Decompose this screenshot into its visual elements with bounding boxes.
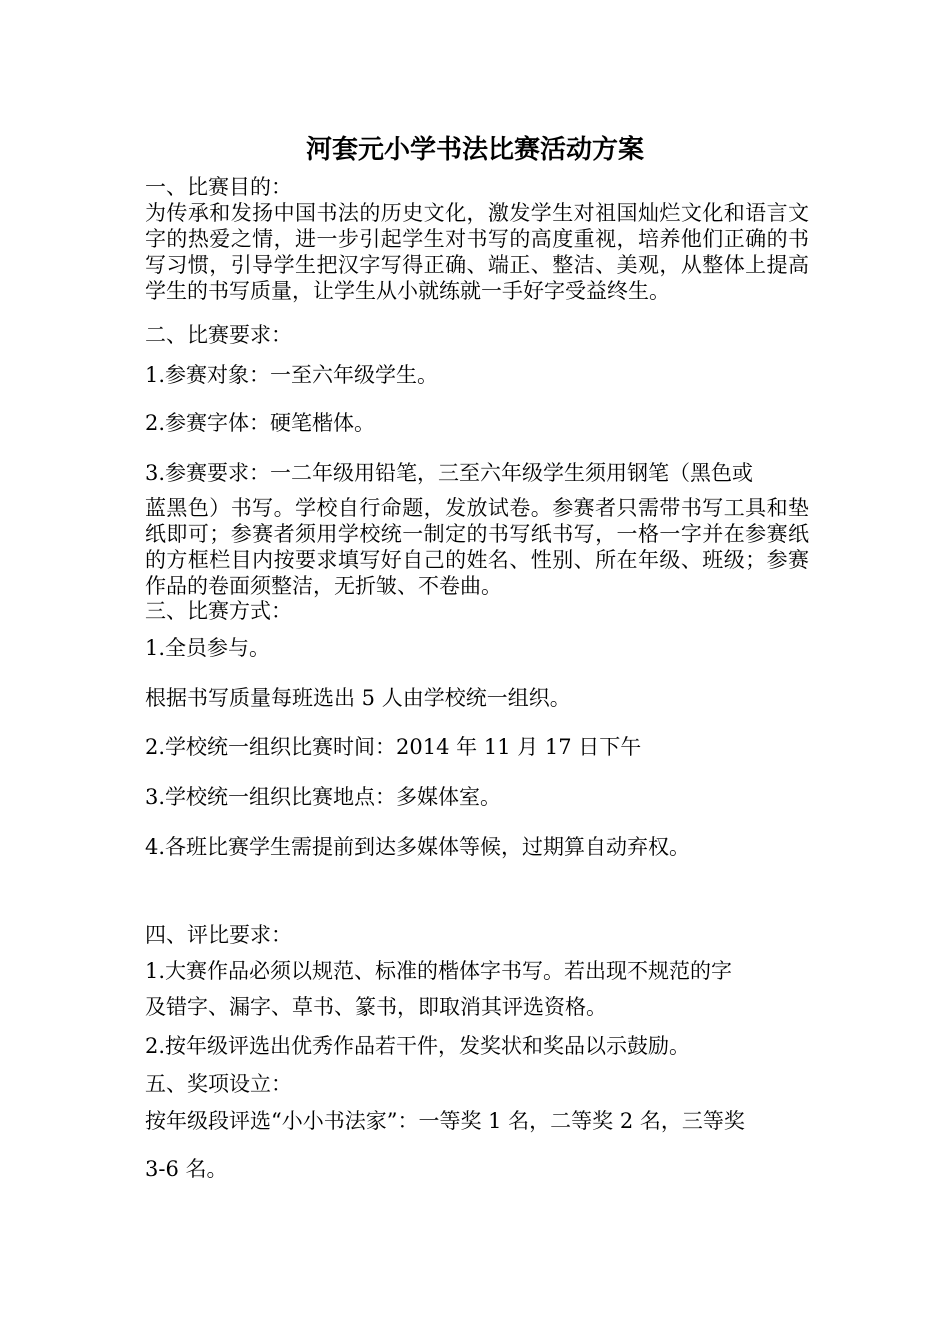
- judging-item-2: 2.按年级评选出优秀作品若干件，发奖状和奖品以示鼓励。: [145, 1034, 691, 1058]
- requirement-item-3-first-line: 3.参赛要求：一二年级用铅笔，三至六年级学生须用钢笔（黑色或: [145, 461, 754, 485]
- awards-line-second: 3-6 名。: [145, 1157, 228, 1181]
- section-heading-awards: 五、奖项设立：: [145, 1072, 292, 1096]
- requirement-item-3-paragraph: 蓝黑色）书写。学校自行命题，发放试卷。参赛者只需带书写工具和垫纸即可；参赛者须用学校统一制定的书写纸书写，一格一字并在参赛纸的方框栏目内按要求填写好自己的姓名、性别、所在年级、班级；参赛作品的卷面须整洁，无折皱、不卷曲。: [145, 496, 809, 598]
- method-item-4: 4.各班比赛学生需提前到达多媒体等候，过期算自动弃权。: [145, 835, 691, 859]
- method-item-2: 2.学校统一组织比赛时间：2014 年 11 月 17 日下午: [145, 735, 642, 759]
- method-item-1: 1.全员参与。: [145, 636, 271, 660]
- judging-item-1-first-line: 1.大赛作品必须以规范、标准的楷体字书写。若出现不规范的字: [145, 959, 733, 983]
- requirement-item-1: 1.参赛对象：一至六年级学生。: [145, 363, 439, 387]
- section-heading-purpose: 一、比赛目的：: [145, 175, 292, 199]
- awards-line-first: 按年级段评选“小小书法家”：一等奖 1 名，二等奖 2 名，三等奖: [145, 1109, 745, 1133]
- section-heading-judging: 四、评比要求：: [145, 923, 292, 947]
- section-heading-method: 三、比赛方式：: [145, 599, 292, 623]
- requirement-item-2: 2.参赛字体：硬笔楷体。: [145, 411, 376, 435]
- method-item-3: 3.学校统一组织比赛地点：多媒体室。: [145, 785, 502, 809]
- method-item-1-note: 根据书写质量每班选出 5 人由学校统一组织。: [145, 686, 571, 710]
- judging-item-1-second-line: 及错字、漏字、草书、篆书，即取消其评选资格。: [145, 995, 607, 1019]
- section-heading-requirements: 二、比赛要求：: [145, 323, 292, 347]
- purpose-paragraph: 为传承和发扬中国书法的历史文化，激发学生对祖国灿烂文化和语言文字的热爱之情，进一步引起学生对书写的高度重视，培养他们正确的书写习惯，引导学生把汉字写得正确、端正、整洁、美观，从整体上提高学生的书写质量，让学生从小就练就一手好字受益终生。: [145, 201, 809, 303]
- document-title: 河套元小学书法比赛活动方案: [305, 135, 644, 165]
